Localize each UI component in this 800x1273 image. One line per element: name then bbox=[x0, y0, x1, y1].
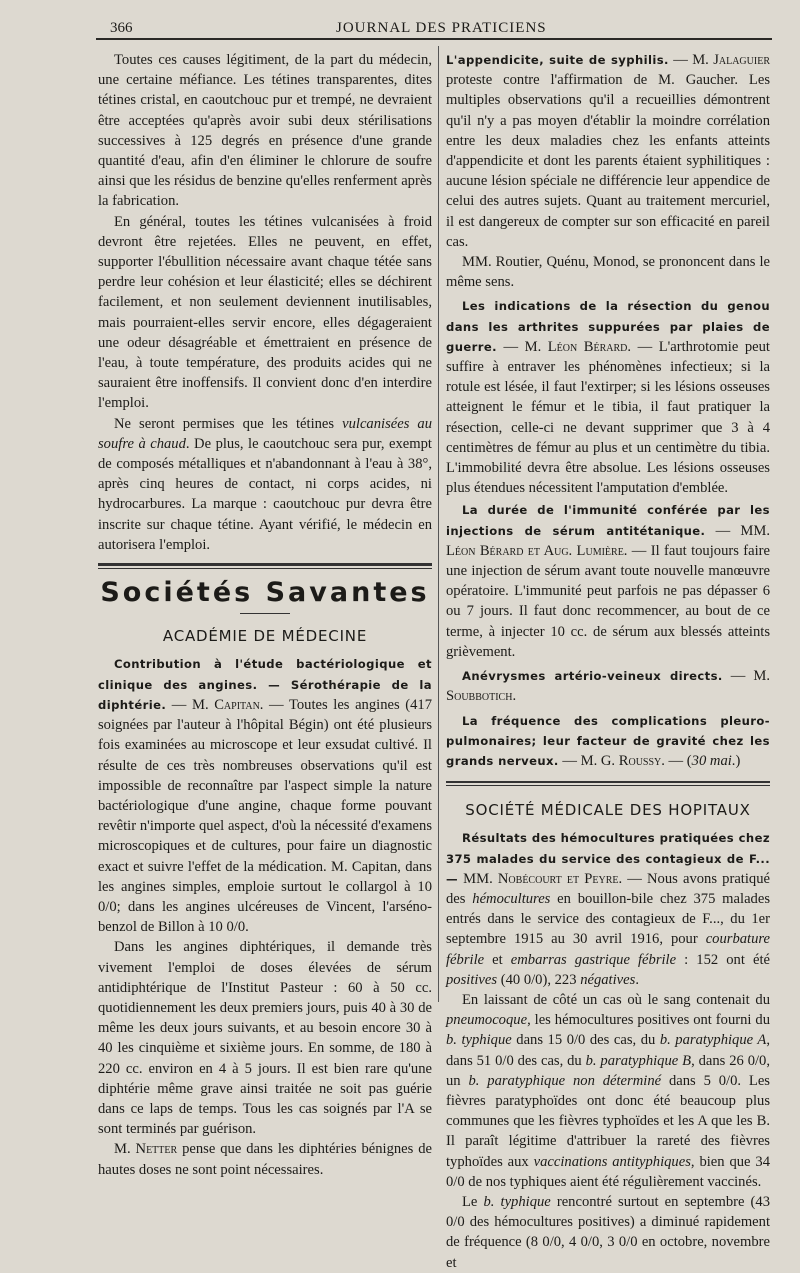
right-column bbox=[446, 50, 771, 1271]
article-complications: La fréquence des complications pleuro-pulmonaires; leur facteur de gravité chez les grands nerveux. — M. G. Roussy. — (30 mai.) bbox=[446, 713, 770, 769]
separator bbox=[446, 785, 770, 786]
article-contribution: Contribution à l'étude bactériologique et clinique des angines. — Sérothérapie de la diphtérie. — M. Capitan. — Toutes les angines (417 soignées par l'auteur à l'hôpital Bégin) ont été plusieurs fois examinées au microscope et leur exsudat cultivé. Il résulte de ces très nombreuses observations qu'il est impossible de reconnaître par l'aspect simple la nature bactériologique d'une angine, chaque forme pouvant revêtir n'importe quel aspect, d'où la nécessité d'examens microscopiques et de cultures, pour faire un diagnostic exact et suivre l'effet de la médication. M. Capitan, dans les angines simples, emploie surtout le collargol à 10 0/0; dans les angines ulcéreuses de Vincent, l'arséno-benzol de Billon à 10 0/0. bbox=[98, 657, 432, 936]
section-heading: SOCIÉTÉ MÉDICALE DES HOPITAUX bbox=[465, 801, 751, 820]
separator bbox=[98, 563, 432, 566]
page-number: 366 bbox=[110, 20, 133, 36]
paragraph: Toutes ces causes légitiment, de la part du médecin, une certaine méfiance. Les tétines transparentes, dites tétines cristal, en caoutchouc pur et trempé, ne devraient être acceptées qu'après avoir subi deux stérilisations successives à 125 degrés en présence d'une grande quantité d'eau, afin d'en éliminer le chlorure de soufre ainsi que les résidus de benzine qu'elles renferment après la fabrication. bbox=[98, 52, 432, 210]
journal-title: JOURNAL DES PRATICIENS bbox=[336, 20, 547, 36]
section-banner: Sociétés Savantes bbox=[100, 577, 430, 609]
left-column bbox=[98, 50, 433, 1178]
paragraph: MM. Routier, Quénu, Monod, se prononcent dans le même sens. bbox=[446, 254, 770, 291]
article-anevrysmes: Anévrysmes artério-veineux directs. — M. Soubbotich. bbox=[446, 668, 770, 705]
header-rule bbox=[96, 38, 772, 40]
separator bbox=[446, 781, 770, 783]
column-divider bbox=[438, 46, 439, 1002]
section-heading: ACADÉMIE DE MÉDECINE bbox=[162, 627, 368, 646]
divider bbox=[240, 613, 290, 614]
paragraph: Dans les angines diphtériques, il demande très vivement l'emploi de doses élevées de sérum antidiphtérique de l'Institut Pasteur : 60 à 50 cc. quotidiennement les deux premiers jours, puis 40 à 30 de même les deux jours suivants, et au besoin encore 30 à 40 les cinquième et sixième jours. En somme, de 180 à 220 cc. environ en 4 à 5 jours. Il est bien rare qu'une diphtérie même grave ainsi traitée ne soit pas guérie dans ce laps de temps. Tous les cas soignés par l'A se sont terminés par guérison. bbox=[98, 939, 432, 1138]
paragraph: M. Netter pense que dans les diphtéries bénignes de hautes doses ne sont point nécessaires. bbox=[98, 1141, 433, 1178]
article-appendicite: L'appendicite, suite de syphilis. — M. Jalaguier proteste contre l'affirmation de M. Gaucher. Les multiples observations qu'il a recueillies démontrent qu'il n'y a pas moyen d'établir la moindre corrélation entre les deux maladies chez les enfants atteints d'appendicite et dont les parents étaient syphilitiques : aucune lésion spéciale ne différencie leur appendice de celui des autres sujets. Quant au traitement mercuriel, il est dangereux de compter sur son efficacité en pareil cas. bbox=[446, 52, 770, 250]
paragraph: Le b. typhique rencontré surtout en septembre (43 0/0 des hémocultures positives) a diminué rapidement de fréquence (8 0/0, 4 0/0, 3 0/0 en octobre, novembre et bbox=[446, 1193, 770, 1271]
article-hemocultures: Résultats des hémocultures pratiquées chez 375 malades du service des contagieux de F... — MM. Nobécourt et Peyre. — Nous avons pratiqué des hémocultures en bouillon-bile chez 375 malades entrés dans le service des contagieux de F..., du 1er septembre 1915 au 30 avril 1916, pour courbature fébrile et embarras gastrique fébrile : 152 ont été positives (40 0/0), 223 négatives. bbox=[446, 831, 770, 988]
paragraph: En général, toutes les tétines vulcanisées à froid devront être rejetées. Elles ne peuvent, en effet, supporter l'ébullition nécessaire avant chaque tétée sans perdre leur cohésion et leur élasticité; elles se déchirent facilement, et non seulement deviennent inutilisables, mais pourraient-elles servir encore, elles dégageraient une odeur désagréable et émettraient en présence de l'eau, à toute température, des produits acides qui ne sauraient être inoffensifs. Il convient donc d'en interdire l'emploi. bbox=[98, 213, 432, 412]
separator bbox=[98, 568, 432, 569]
article-immunite: La durée de l'immunité conférée par les injections de sérum antitétanique. — MM. Léon Bérard et Aug. Lumière. — Il faut toujours faire une injection de sérum avant toute nouvelle manœuvre opératoire. L'immunité peut parfois ne pas dépasser 6 ou 7 jours. Il faut donc recommencer, au bout de ce terme, à injecter 10 cc. de sérum aux blessés atteints grièvement. bbox=[446, 503, 770, 660]
paragraph: En laissant de côté un cas où le sang contenait du pneumocoque, les hémocultures positives ont fourni du b. typhique dans 15 0/0 des cas, du b. paratyphique A, dans 51 0/0 des cas, du b. paratyphique B, dans 26 0/0, un b. paratyphique non déterminé dans 5 0/0. Les fièvres paratyphoïdes ont donc été beaucoup plus communes que les fièvres typhoïdes et les A que les B. Il paraît légitime d'attribuer la rareté des fièvres typhoïdes aux vaccinations antityphiques, bien que 34 0/0 de nos typhiques aient été régulièrement vaccinés. bbox=[446, 991, 771, 1190]
paragraph: Ne seront permises que les tétines vulcanisées au soufre à chaud. De plus, le caoutchouc sera pur, exempt de composés métalliques et n'abandonnant à l'eau à 38°, après cinq heures de contact, ni corps acides, ni hydrocarbures. La marque : caoutchouc pur devra être inscrite sur chaque tétine. Ayant vérifié, le médecin en autorisera l'emploi. bbox=[98, 415, 432, 553]
article-resection: Les indications de la résection du genou dans les arthrites suppurées par plaies de guerre. — M. Léon Bérard. — L'arthrotomie peut suffire à entraver les phénomènes infectieux; si la rotule est lésée, il faut l'extirper; si les lésions osseuses atteignent le fémur et le tibia, il faut pratiquer la résection, celle-ci ne devant supprimer que 3 à 4 centimètres de fémur au plus et un centimètre du tibia. L'immobilité devra être absolue. Les lésions osseuses plus étendues nécessitent l'amputation d'emblée. bbox=[446, 299, 770, 497]
